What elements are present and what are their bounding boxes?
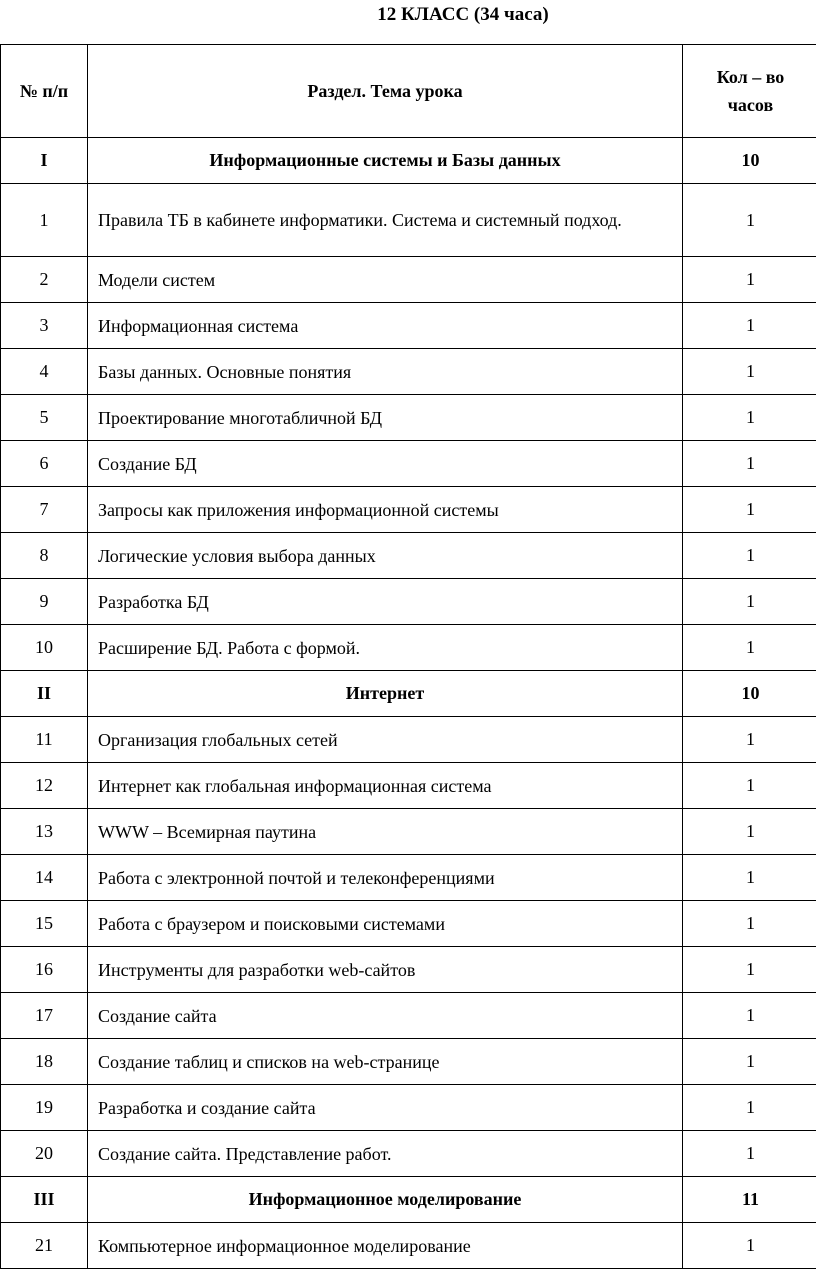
table-row bbox=[1, 1039, 816, 1085]
lesson-number: 10 bbox=[1, 625, 88, 671]
section-title: Информационные системы и Базы данных bbox=[88, 138, 683, 184]
lesson-hours: 1 bbox=[683, 533, 816, 579]
table-row bbox=[1, 349, 816, 395]
lesson-number: 21 bbox=[1, 1223, 88, 1269]
table-body bbox=[1, 138, 816, 1269]
lesson-hours: 1 bbox=[683, 993, 816, 1039]
section-row bbox=[1, 671, 816, 717]
lesson-topic: Базы данных. Основные понятия bbox=[88, 349, 683, 395]
section-number: II bbox=[1, 671, 88, 717]
lesson-number: 15 bbox=[1, 901, 88, 947]
table-row bbox=[1, 441, 816, 487]
lesson-hours: 1 bbox=[683, 809, 816, 855]
lesson-hours: 1 bbox=[683, 349, 816, 395]
table-row bbox=[1, 993, 816, 1039]
table-row bbox=[1, 579, 816, 625]
header-hours-line2: часов bbox=[727, 95, 774, 115]
lesson-number: 19 bbox=[1, 1085, 88, 1131]
section-hours: 10 bbox=[683, 138, 816, 184]
lesson-number: 13 bbox=[1, 809, 88, 855]
lesson-number: 3 bbox=[1, 303, 88, 349]
section-hours: 11 bbox=[683, 1177, 816, 1223]
lesson-topic: Расширение БД. Работа с формой. bbox=[88, 625, 683, 671]
lesson-topic: Создание БД bbox=[88, 441, 683, 487]
header-hours bbox=[683, 45, 816, 138]
table-row bbox=[1, 763, 816, 809]
lesson-number: 5 bbox=[1, 395, 88, 441]
lesson-number: 6 bbox=[1, 441, 88, 487]
lesson-hours: 1 bbox=[683, 441, 816, 487]
lesson-number: 20 bbox=[1, 1131, 88, 1177]
lesson-topic: Разработка и создание сайта bbox=[88, 1085, 683, 1131]
lesson-hours: 1 bbox=[683, 579, 816, 625]
lesson-topic: Информационная система bbox=[88, 303, 683, 349]
table-row bbox=[1, 395, 816, 441]
lesson-number: 11 bbox=[1, 717, 88, 763]
lesson-hours: 1 bbox=[683, 1085, 816, 1131]
section-row bbox=[1, 138, 816, 184]
lesson-topic: Разработка БД bbox=[88, 579, 683, 625]
table-header-row bbox=[1, 45, 816, 138]
lesson-hours: 1 bbox=[683, 303, 816, 349]
lesson-number: 2 bbox=[1, 257, 88, 303]
lesson-topic: Интернет как глобальная информационная система bbox=[88, 763, 683, 809]
lesson-hours: 1 bbox=[683, 1223, 816, 1269]
lesson-hours: 1 bbox=[683, 184, 816, 257]
lesson-number: 14 bbox=[1, 855, 88, 901]
lesson-topic: Создание таблиц и списков на web-странице bbox=[88, 1039, 683, 1085]
lesson-hours: 1 bbox=[683, 947, 816, 993]
lesson-hours: 1 bbox=[683, 1131, 816, 1177]
section-title: Информационное моделирование bbox=[88, 1177, 683, 1223]
lesson-topic: Создание сайта bbox=[88, 993, 683, 1039]
lesson-number: 12 bbox=[1, 763, 88, 809]
lesson-hours: 1 bbox=[683, 763, 816, 809]
table-row bbox=[1, 855, 816, 901]
section-title: Интернет bbox=[88, 671, 683, 717]
table-row bbox=[1, 947, 816, 993]
lesson-number: 16 bbox=[1, 947, 88, 993]
lesson-topic: Логические условия выбора данных bbox=[88, 533, 683, 579]
table-row bbox=[1, 1085, 816, 1131]
lesson-hours: 1 bbox=[683, 395, 816, 441]
table-row bbox=[1, 533, 816, 579]
lesson-plan-table bbox=[0, 44, 816, 1269]
lesson-hours: 1 bbox=[683, 901, 816, 947]
lesson-topic: Работа с электронной почтой и телеконференциями bbox=[88, 855, 683, 901]
table-row bbox=[1, 1131, 816, 1177]
section-number: III bbox=[1, 1177, 88, 1223]
lesson-hours: 1 bbox=[683, 717, 816, 763]
lesson-topic: Организация глобальных сетей bbox=[88, 717, 683, 763]
lesson-topic: WWW – Всемирная паутина bbox=[88, 809, 683, 855]
lesson-number: 4 bbox=[1, 349, 88, 395]
table-row bbox=[1, 625, 816, 671]
lesson-hours: 1 bbox=[683, 487, 816, 533]
header-number: № п/п bbox=[1, 45, 88, 138]
lesson-number: 17 bbox=[1, 993, 88, 1039]
lesson-topic: Инструменты для разработки web-сайтов bbox=[88, 947, 683, 993]
section-number: I bbox=[1, 138, 88, 184]
lesson-topic: Правила ТБ в кабинете информатики. Система и системный подход. bbox=[88, 184, 683, 257]
section-hours: 10 bbox=[683, 671, 816, 717]
table-row bbox=[1, 487, 816, 533]
lesson-topic: Компьютерное информационное моделирование bbox=[88, 1223, 683, 1269]
lesson-topic: Проектирование многотабличной БД bbox=[88, 395, 683, 441]
table-row bbox=[1, 303, 816, 349]
lesson-topic: Создание сайта. Представление работ. bbox=[88, 1131, 683, 1177]
lesson-number: 18 bbox=[1, 1039, 88, 1085]
lesson-hours: 1 bbox=[683, 625, 816, 671]
table-row bbox=[1, 717, 816, 763]
header-hours-line1: Кол – во bbox=[716, 67, 785, 87]
table-row bbox=[1, 1223, 816, 1269]
lesson-hours: 1 bbox=[683, 257, 816, 303]
lesson-topic: Модели систем bbox=[88, 257, 683, 303]
table-row bbox=[1, 184, 816, 257]
lesson-hours: 1 bbox=[683, 1039, 816, 1085]
lesson-number: 7 bbox=[1, 487, 88, 533]
table-row bbox=[1, 901, 816, 947]
lesson-hours: 1 bbox=[683, 855, 816, 901]
table-row bbox=[1, 809, 816, 855]
lesson-number: 9 bbox=[1, 579, 88, 625]
lesson-number: 1 bbox=[1, 184, 88, 257]
lesson-topic: Запросы как приложения информационной системы bbox=[88, 487, 683, 533]
lesson-topic: Работа с браузером и поисковыми системами bbox=[88, 901, 683, 947]
document-title: 12 КЛАСС (34 часа) bbox=[377, 4, 549, 25]
header-topic: Раздел. Тема урока bbox=[88, 45, 683, 138]
table-row bbox=[1, 257, 816, 303]
section-row bbox=[1, 1177, 816, 1223]
lesson-number: 8 bbox=[1, 533, 88, 579]
